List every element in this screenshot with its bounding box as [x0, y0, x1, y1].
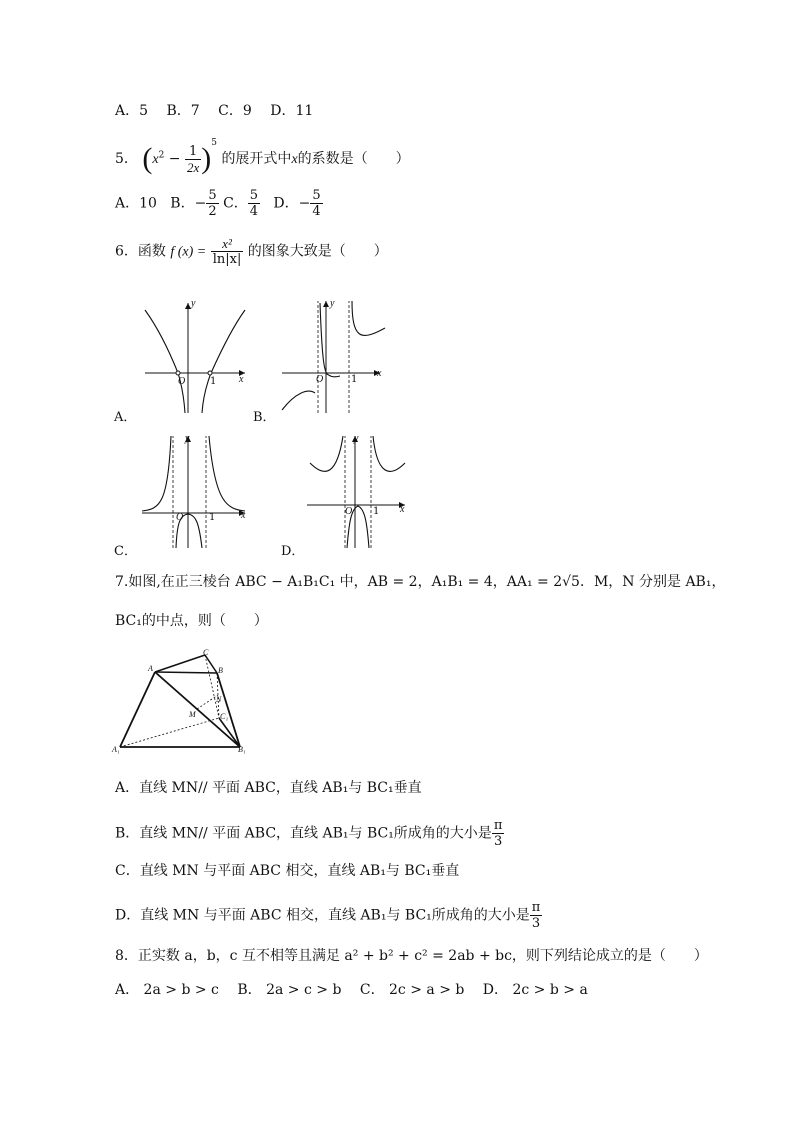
q7-stem-line1: 7.如图,在正三棱台 ABC − A₁B₁C₁ 中，AB = 2，A₁B₁ = 4，AA₁ = 2√5．M，N 分别是 AB₁，	[115, 574, 726, 590]
q5-option-c: C．	[223, 195, 248, 212]
q6-function-fraction: $\frac{\text{x²}}{\ln|x|}$	[212, 236, 242, 267]
q7-stem-line2: BC₁的中点，则（ ）	[115, 613, 268, 629]
q5-stem: 5． ($x^2$ − $\frac{1}{2x}$ )$^5$ 的展开式中x的系数是（ ）	[115, 138, 410, 175]
q6-label-a: A．	[114, 410, 137, 425]
q8-options	[115, 979, 602, 999]
q8-option-a: A． 2a > b > c	[115, 982, 219, 998]
q7-option-b: B．直线 MN// 平面 ABC，直线 AB₁与 BC₁所成角的大小是 $\frac{\pi}{3}$	[115, 818, 503, 849]
q8-stem: 8．正实数 a，b，c 互不相等且满足 a² + b² + c² = 2ab + bc，则下列结论成立的是（ ）	[115, 948, 708, 964]
q7-frustum-figure	[115, 645, 255, 757]
q5-option-b: B．−	[170, 195, 207, 212]
q7-option-c: C．直线 MN 与平面 ABC 相交，直线 AB₁与 BC₁垂直	[115, 863, 460, 879]
q6-label-b: B．	[253, 410, 276, 425]
q4-option-d: D．11	[270, 103, 314, 119]
q6-graph-d	[305, 433, 415, 551]
q6-label-c: C．	[114, 544, 137, 559]
q8-option-d: D． 2c > b > a	[482, 982, 588, 998]
q6-graph-a	[140, 298, 250, 416]
q5-option-d: D．−	[273, 195, 311, 212]
q4-option-c: C．9	[218, 103, 252, 119]
q5-options: A．10 B．− $\frac{5}{2}$ C． $\frac{5}{4}$ D．− $\frac{5}{4}$	[115, 188, 321, 219]
q4-option-b: B．7	[166, 103, 200, 119]
q4-options	[115, 100, 327, 120]
q4-option-a: A．5	[115, 103, 149, 119]
q8-option-b: B． 2a > c > b	[237, 982, 342, 998]
q6-graph-b	[280, 298, 390, 416]
q8-option-c: C． 2c > a > b	[359, 982, 465, 998]
q7-option-d: D．直线 MN 与平面 ABC 相交，直线 AB₁与 BC₁所成角的大小是 $\frac{\pi}{3}$	[115, 900, 541, 931]
q5-option-a: A．10	[115, 195, 157, 212]
q7-option-a: A．直线 MN// 平面 ABC，直线 AB₁与 BC₁垂直	[115, 780, 422, 796]
q5-fraction: $\frac{1}{2x}$	[186, 143, 200, 175]
q6-stem: 6．函数 f (x) = $\frac{\text{x²}}{\ln|x|}$ 的图象大致是（ ）	[115, 236, 388, 267]
q6-label-d: D．	[281, 544, 305, 559]
q6-graph-c	[140, 433, 250, 551]
